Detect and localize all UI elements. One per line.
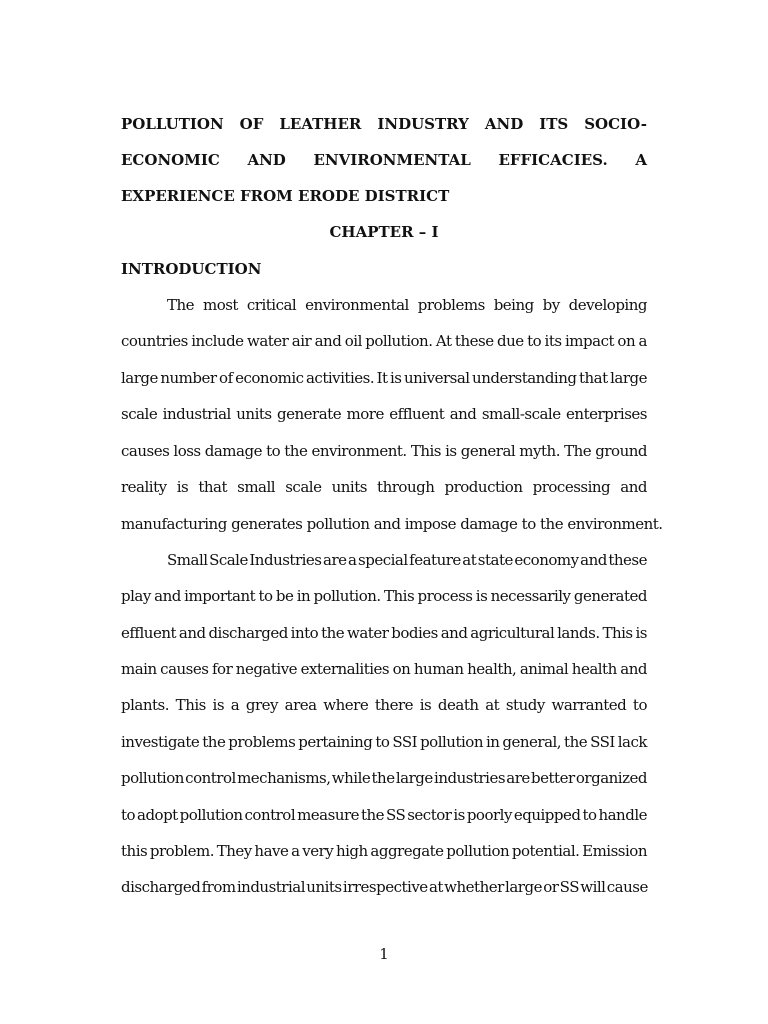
page-number: 1: [379, 945, 389, 963]
title-word: INDUSTRY: [377, 115, 469, 133]
paragraph-line: pollution control mechanisms, while the large industries are better organized: [121, 769, 647, 787]
title-word: SOCIO-: [584, 115, 647, 133]
paragraph-line: manufacturing generates pollution and impose damage to the environment.: [121, 515, 663, 533]
title-word: AND: [247, 151, 286, 169]
title-word: ITS: [539, 115, 569, 133]
title-word: ENVIRONMENTAL: [313, 151, 471, 169]
chapter-heading: CHAPTER – I: [329, 223, 439, 241]
paragraph-line: Small Scale Industries are a special feature at state economy and these: [167, 551, 647, 569]
paragraph-line: play and important to be in pollution. This process is necessarily generated: [121, 587, 647, 605]
paragraph-line: main causes for negative externalities on human health, animal health and: [121, 660, 647, 678]
section-heading: INTRODUCTION: [121, 260, 262, 278]
title-word: OF: [239, 115, 264, 133]
paragraph-line: investigate the problems pertaining to SSI pollution in general, the SSI lack: [121, 733, 647, 751]
title-line-1: [121, 114, 647, 134]
title-line-2: [121, 150, 647, 170]
title-word: AND: [484, 115, 524, 133]
title-word: EFFICACIES.: [498, 151, 608, 169]
paragraph-line: this problem. They have a very high aggregate pollution potential. Emission: [121, 842, 647, 860]
paragraph-line: reality is that small scale units through production processing and: [121, 478, 647, 496]
paragraph-line: scale industrial units generate more effluent and small-scale enterprises: [121, 405, 647, 423]
paragraph-line: effluent and discharged into the water bodies and agricultural lands. This is: [121, 624, 647, 642]
paragraph-line: to adopt pollution control measure the SS sector is poorly equipped to handle: [121, 806, 647, 824]
paragraph-line: countries include water air and oil pollution. At these due to its impact on a: [121, 332, 647, 350]
paragraph-line: causes loss damage to the environment. This is general myth. The ground: [121, 442, 647, 460]
paragraph-line: The most critical environmental problems being by developing: [167, 296, 647, 314]
title-word: A: [635, 151, 647, 169]
paragraph-line: large number of economic activities. It is universal understanding that large: [121, 369, 647, 387]
paragraph-line: discharged from industrial units irrespective at whether large or SS will cause: [121, 878, 648, 896]
title-word: ECONOMIC: [121, 151, 220, 169]
paragraph-line: plants. This is a grey area where there is death at study warranted to: [121, 696, 647, 714]
title-word: POLLUTION: [121, 115, 224, 133]
title-word: LEATHER: [279, 115, 362, 133]
title-line-3: EXPERIENCE FROM ERODE DISTRICT: [121, 187, 450, 205]
